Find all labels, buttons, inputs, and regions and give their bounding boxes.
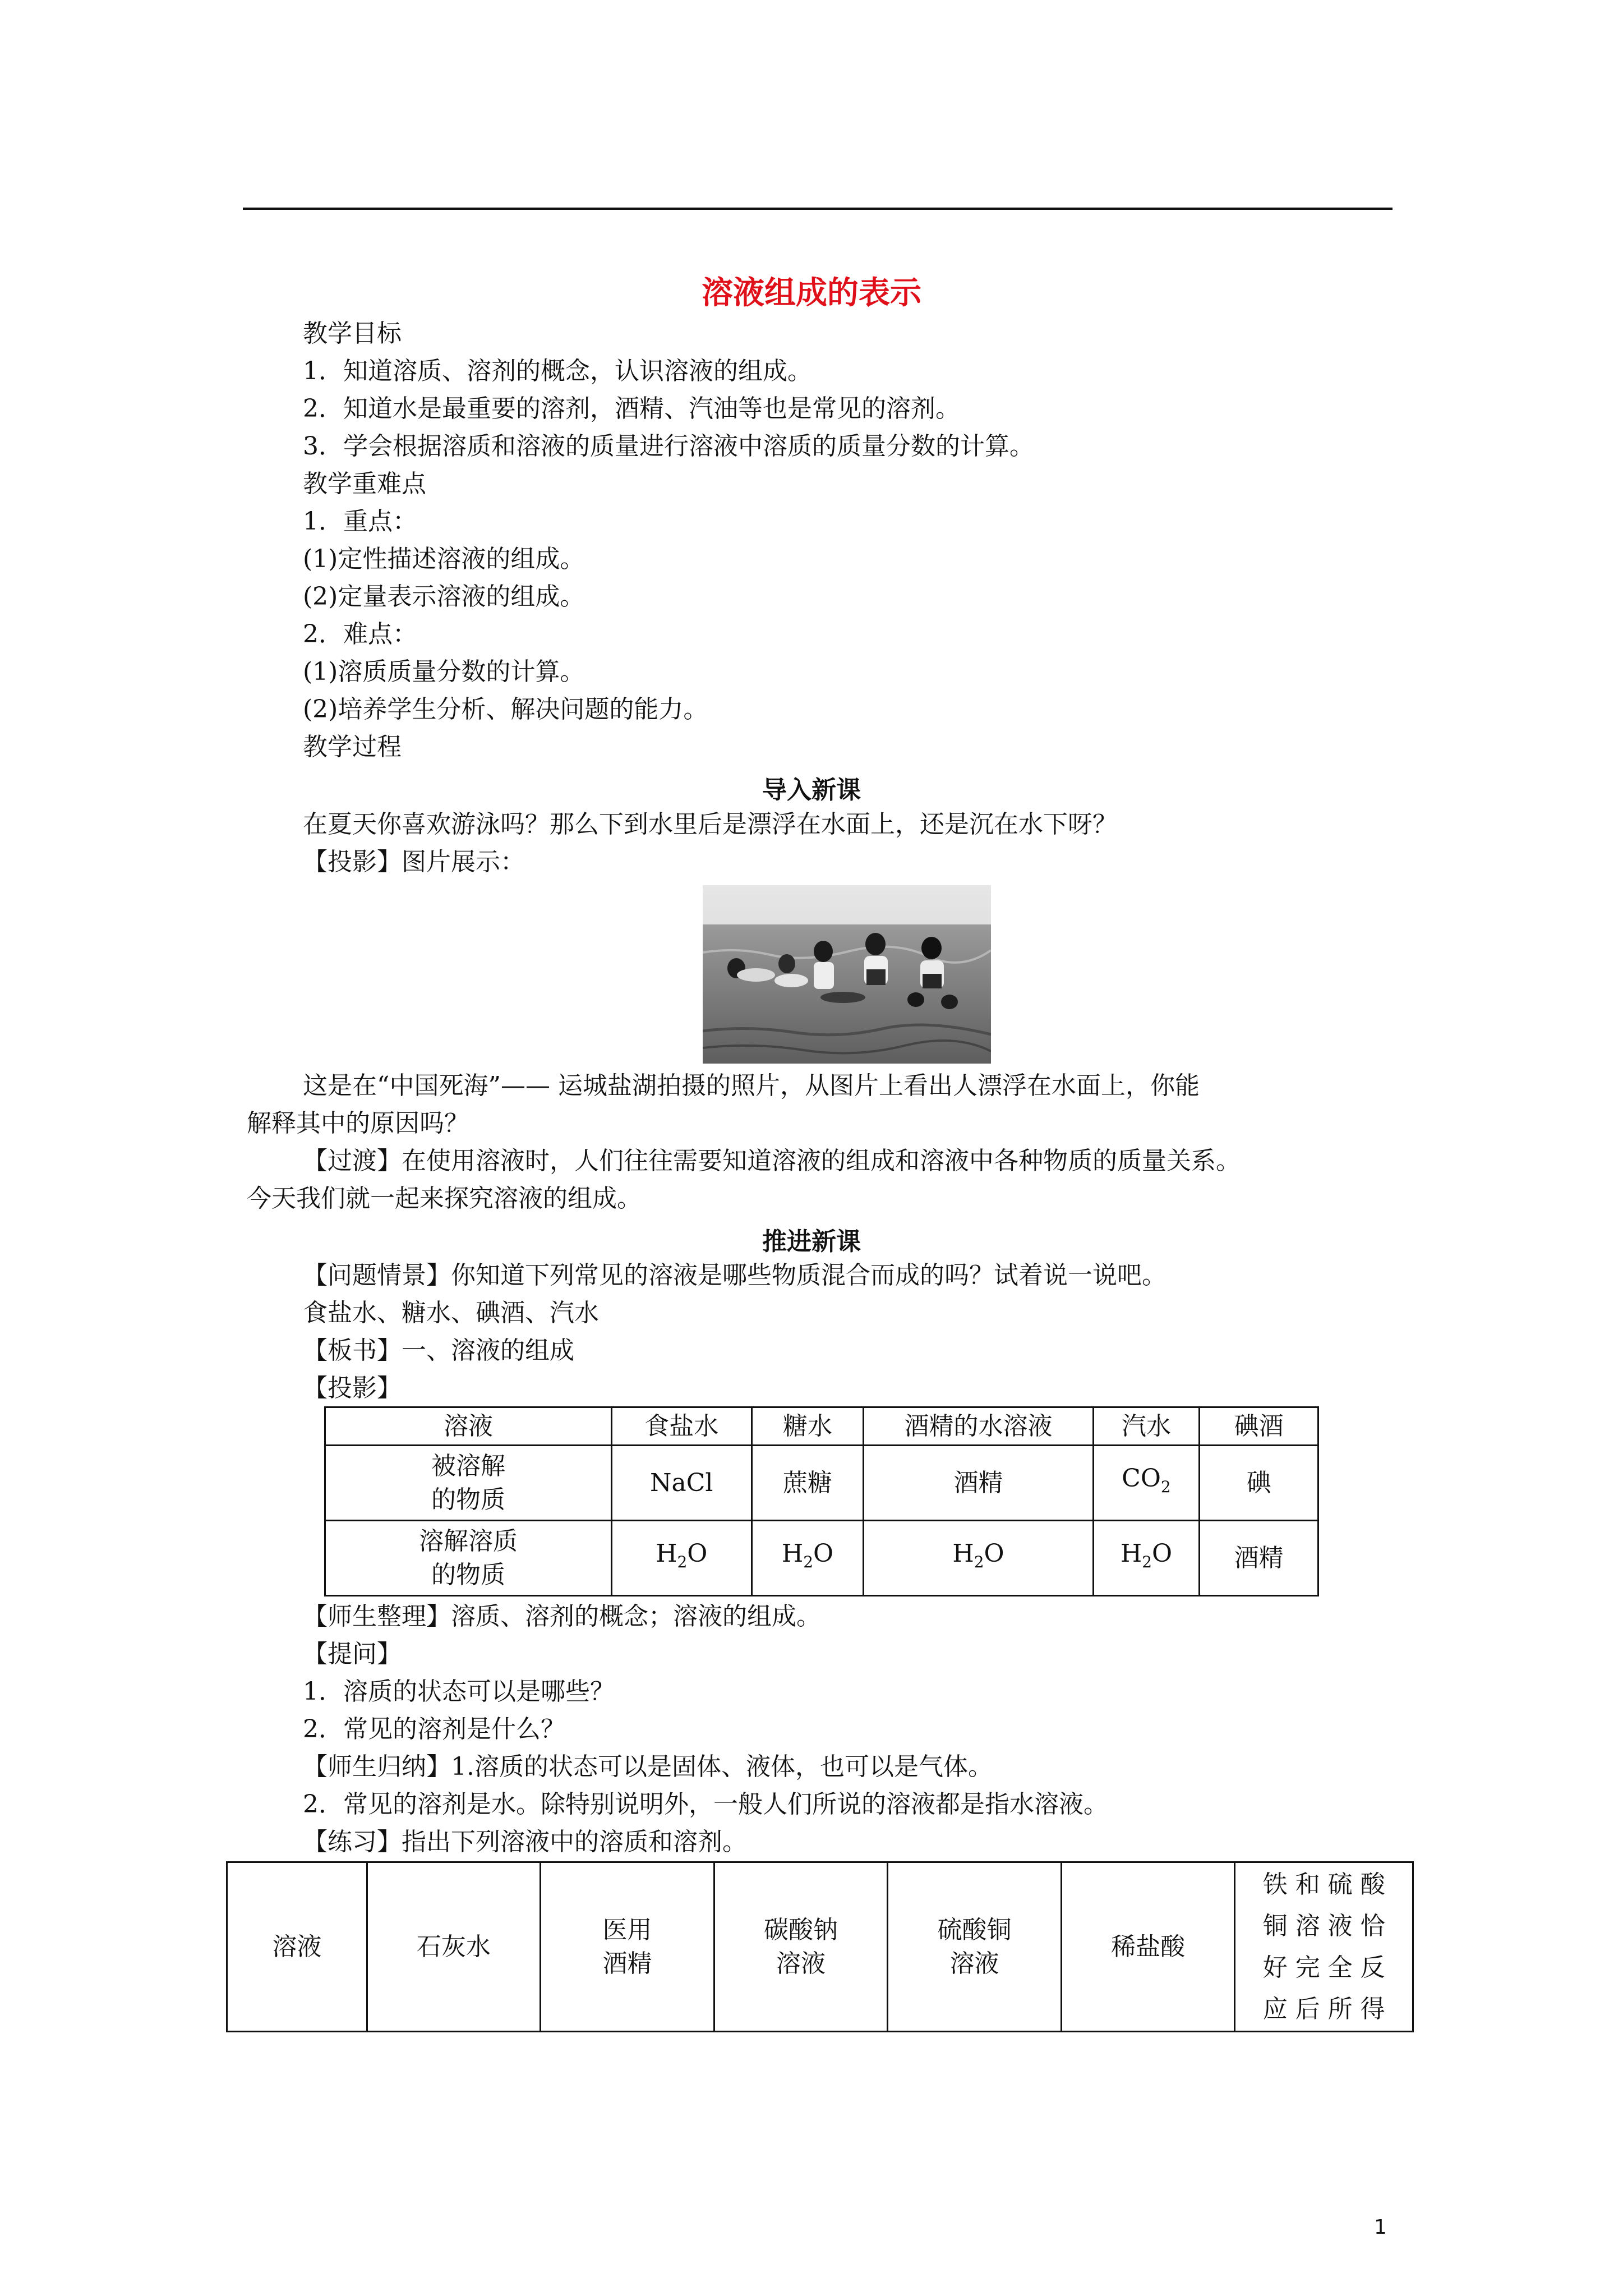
intro-projection: 【投影】图片展示： (303, 848, 525, 876)
table-cell: 酒精 (864, 1446, 1093, 1521)
key-item-1: (1)定性描述溶液的组成。 (303, 545, 585, 573)
exercise-table (226, 1861, 1414, 2032)
swimmers-floating-photo (703, 885, 991, 1064)
summary-induce-2: 2．常见的溶剂是水。除特别说明外，一般人们所说的溶液都是指水溶液。 (303, 1790, 1108, 1819)
newlesson-board: 【板书】一、溶液的组成 (303, 1336, 574, 1365)
table-cell: 铁 和 硫 酸 铜 溶 液 恰 好 完 全 反 应 后 所 得 (1235, 1862, 1413, 2032)
table-header-cell: 溶液 (325, 1407, 612, 1446)
row-label-solute: 被溶解 的物质 (325, 1446, 612, 1521)
table-cell: $H_2O$ (864, 1521, 1093, 1596)
table-header-cell: 酒精的水溶液 (864, 1407, 1093, 1446)
objective-3: 3．学会根据溶质和溶液的质量进行溶液中溶质的质量分数的计算。 (303, 432, 1034, 461)
table-cell: $H_2O$ (751, 1521, 864, 1596)
difficulty-item-1: (1)溶质质量分数的计算。 (303, 657, 585, 686)
key-item-2: (2)定量表示溶液的组成。 (303, 582, 585, 611)
page-number: 1 (1374, 2216, 1387, 2239)
table-cell: 蔗糖 (751, 1446, 864, 1521)
difficulty-item-2: (2)培养学生分析、解决问题的能力。 (303, 695, 708, 724)
table-cell: 石灰水 (367, 1862, 541, 2032)
intro-explain-line-2: 解释其中的原因吗？ (247, 1109, 469, 1138)
newlesson-projection: 【投影】 (303, 1374, 402, 1402)
table-cell: 溶液 (227, 1862, 367, 2032)
table-header-cell: 糖水 (751, 1407, 864, 1446)
intro-explain-line-1: 这是在“中国死海”—— 运城盐湖拍摄的照片，从图片上看出人漂浮在水面上，你能 (303, 1071, 1200, 1100)
table-header-cell: 食盐水 (611, 1407, 751, 1446)
process-heading: 教学过程 (303, 733, 402, 761)
table-cell: 医用 酒精 (541, 1862, 714, 2032)
transition-line-1: 【过渡】在使用溶液时，人们往往需要知道溶液的组成和溶液中各种物质的质量关系。 (303, 1147, 1241, 1175)
summary-ask: 【提问】 (303, 1640, 402, 1668)
table-cell: 稀盐酸 (1061, 1862, 1235, 2032)
row-label-solvent: 溶解溶质 的物质 (325, 1521, 612, 1596)
newlesson-heading: 推进新课 (762, 1227, 861, 1256)
table-cell: 酒精 (1200, 1521, 1318, 1596)
table-cell: $H_2O$ (1093, 1521, 1200, 1596)
page-title: 溶液组成的表示 (702, 275, 921, 311)
difficulty-label: 2．难点： (303, 620, 417, 648)
intro-heading: 导入新课 (762, 776, 861, 804)
table-cell: 碘 (1200, 1446, 1318, 1521)
table-cell: 碳酸钠 溶液 (714, 1862, 888, 2032)
objective-1: 1．知道溶质、溶剂的概念，认识溶液的组成。 (303, 357, 812, 385)
table-cell: NaCl (611, 1446, 751, 1521)
summary-question-2: 2．常见的溶剂是什么？ (303, 1715, 565, 1743)
newlesson-scenario: 【问题情景】你知道下列常见的溶液是哪些物质混合而成的吗？试着说一说吧。 (303, 1261, 1166, 1290)
summary-induce-1: 【师生归纳】1.溶质的状态可以是固体、液体，也可以是气体。 (303, 1752, 993, 1781)
objective-2: 2．知道水是最重要的溶剂，酒精、汽油等也是常见的溶剂。 (303, 394, 960, 423)
table-header-cell: 碘酒 (1200, 1407, 1318, 1446)
intro-question: 在夏天你喜欢游泳吗？那么下到水里后是漂浮在水面上，还是沉在水下呀？ (303, 810, 1117, 839)
summary-organize: 【师生整理】溶质、溶剂的概念；溶液的组成。 (303, 1602, 821, 1631)
table-cell: $H_2O$ (611, 1521, 751, 1596)
keypoints-heading: 教学重难点 (303, 470, 426, 498)
summary-exercise: 【练习】指出下列溶液中的溶质和溶剂。 (303, 1828, 747, 1856)
table-cell: 硫酸铜 溶液 (888, 1862, 1062, 2032)
key-label: 1．重点： (303, 507, 417, 536)
header-rule (243, 208, 1393, 210)
newlesson-examples: 食盐水、糖水、碘酒、汽水 (303, 1299, 599, 1327)
table-cell: $CO_2$ (1093, 1446, 1200, 1521)
summary-question-1: 1．溶质的状态可以是哪些？ (303, 1677, 615, 1706)
transition-line-2: 今天我们就一起来探究溶液的组成。 (247, 1184, 642, 1213)
objectives-heading: 教学目标 (303, 319, 402, 348)
table-header-cell: 汽水 (1093, 1407, 1200, 1446)
solution-composition-table (324, 1406, 1319, 1596)
